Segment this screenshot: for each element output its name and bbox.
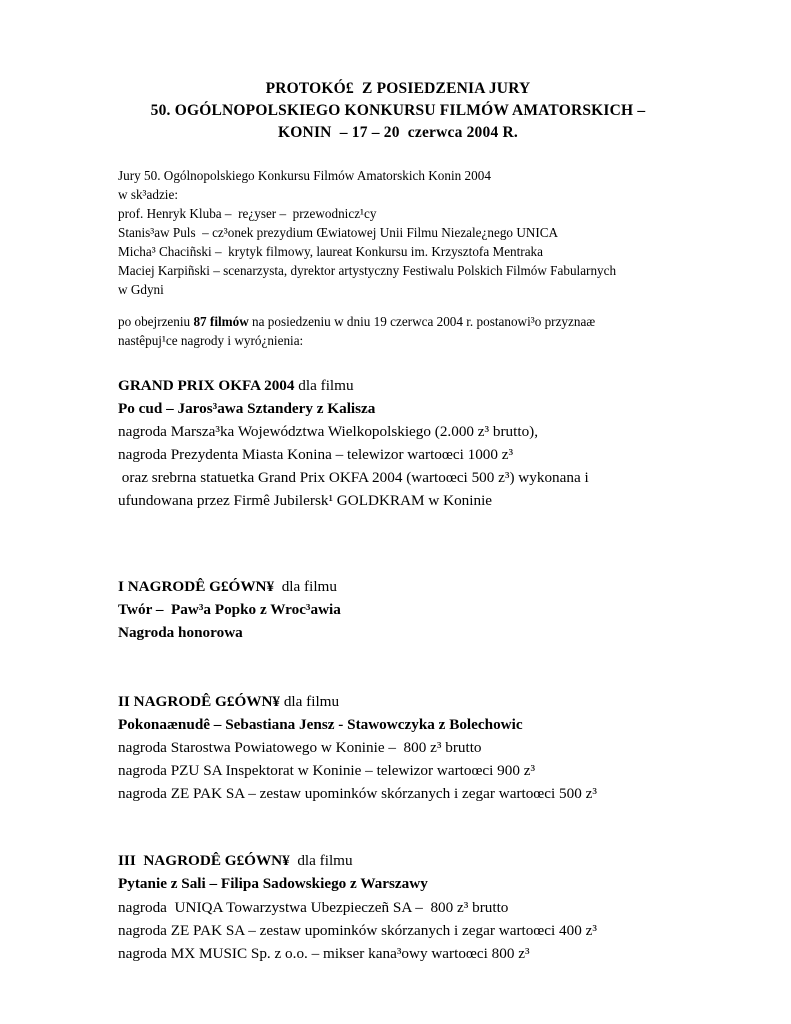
award-detail: nagroda ZE PAK SA – zestaw upominków skórzanych i zegar wartoœci 500 z³ (118, 785, 597, 803)
award-winner: Pytanie z Sali – Filipa Sadowskiego z Warszawy (118, 875, 428, 893)
film-count: 87 filmów (193, 314, 249, 329)
intro-line-5: Micha³ Chaciñski – krytyk filmowy, laureat Konkursu im. Krzysztofa Mentraka (118, 244, 543, 259)
document-body (118, 78, 678, 965)
decision-prefix: po obejrzeniu (118, 314, 194, 329)
document-title (118, 78, 678, 144)
awards-list (118, 374, 678, 965)
award-title-suffix: dla filmu (294, 377, 354, 394)
award-grand-prix (118, 374, 678, 513)
intro-line-7: w Gdyni (118, 282, 164, 297)
award-heading (118, 690, 678, 713)
title-line-1: PROTOKÓ£ Z POSIEDZENIA JURY (265, 80, 531, 97)
decision-suffix: na posiedzeniu w dniu 19 czerwca 2004 r. postanowi³o przyznaæ (248, 314, 596, 329)
decision-line-1 (118, 312, 678, 331)
award-heading (118, 849, 678, 872)
award-third-prize (118, 849, 678, 964)
award-detail: nagroda PZU SA Inspektorat w Koninie – telewizor wartoœci 900 z³ (118, 762, 536, 780)
decision-line-2: nastêpuj¹ce nagrody i wyró¿nienia: (118, 333, 304, 348)
award-spacer (118, 805, 678, 849)
jury-composition (118, 166, 678, 350)
intro-line-3: prof. Henryk Kluba – re¿yser – przewodnicz¹cy (118, 206, 377, 221)
intro-line-4: Stanis³aw Puls – cz³onek prezydium Œwiatowej Unii Filmu Niezale¿nego UNICA (118, 225, 559, 240)
award-detail: nagroda UNIQA Towarzystwa Ubezpieczeñ SA – 800 z³ brutto (118, 898, 509, 916)
title-line-3: KONIN – 17 – 20 czerwca 2004 R. (278, 124, 518, 141)
award-heading (118, 575, 678, 598)
award-detail: nagroda Starostwa Powiatowego w Koninie – 800 z³ brutto (118, 739, 482, 757)
award-detail: oraz srebrna statuetka Grand Prix OKFA 2004 (wartoœci 500 z³) wykonana i (118, 469, 589, 487)
award-detail: nagroda MX MUSIC Sp. z o.o. – mikser kana³owy wartoœci 800 z³ (118, 944, 530, 962)
award-winner: Pokonaænudê – Sebastiana Jensz - Stawowczyka z Bolechowic (118, 715, 523, 733)
title-line-2: 50. OGÓLNOPOLSKIEGO KONKURSU FILMÓW AMATORSKICH – (150, 102, 646, 119)
award-winner: Twór – Paw³a Popko z Wroc³awia (118, 600, 341, 618)
award-detail: nagroda Prezydenta Miasta Konina – telewizor wartoœci 1000 z³ (118, 446, 514, 464)
award-second-prize (118, 690, 678, 805)
award-spacer (118, 644, 678, 690)
award-title: GRAND PRIX OKFA 2004 (118, 377, 295, 394)
award-first-prize (118, 575, 678, 644)
award-title-suffix: dla filmu (280, 692, 340, 710)
intro-line-1: Jury 50. Ogólnopolskiego Konkursu Filmów Amatorskich Konin 2004 (118, 168, 491, 183)
award-detail: nagroda ZE PAK SA – zestaw upominków skórzanych i zegar wartoœci 400 z³ (118, 921, 597, 939)
award-heading (118, 374, 678, 397)
award-spacer (118, 513, 678, 575)
award-title: I NAGRODÊ G£ÓWN¥ (118, 577, 275, 595)
award-title: III NAGRODÊ G£ÓWN¥ (118, 852, 290, 870)
intro-line-2: w sk³adzie: (118, 187, 178, 202)
award-detail: ufundowana przez Firmê Jubilersk¹ GOLDKRAM w Koninie (118, 492, 493, 510)
paragraph-gap (118, 299, 678, 312)
award-title-suffix: dla filmu (274, 577, 337, 595)
award-title-suffix: dla filmu (289, 852, 353, 870)
award-winner: Po cud – Jaros³awa Sztandery z Kalisza (118, 400, 376, 418)
award-detail: nagroda Marsza³ka Województwa Wielkopolskiego (2.000 z³ brutto), (118, 423, 539, 441)
award-title: II NAGRODÊ G£ÓWN¥ (118, 692, 281, 710)
award-honorary-note: Nagroda honorowa (118, 623, 243, 641)
intro-line-6: Maciej Karpiñski – scenarzysta, dyrektor artystyczny Festiwalu Polskich Filmów Fabularnych (118, 263, 617, 278)
